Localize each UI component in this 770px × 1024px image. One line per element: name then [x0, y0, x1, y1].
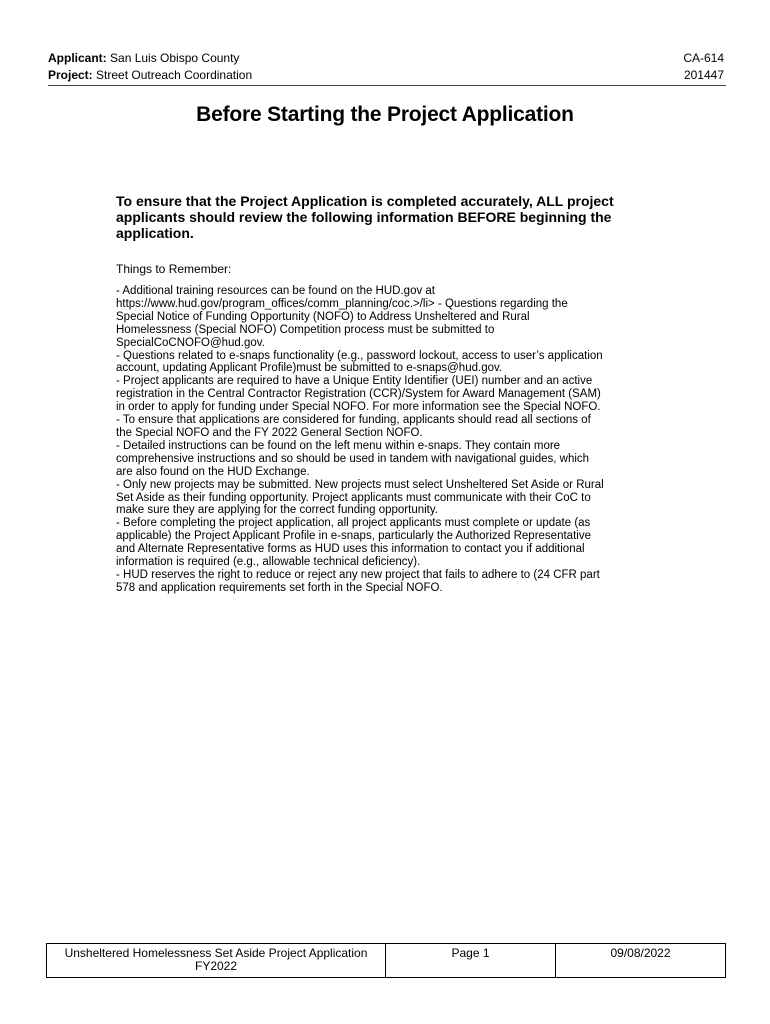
- instructions-text: - Additional training resources can be found on the HUD.gov at https://www.hud.gov/program_offices/comm_planning/coc.>/li> - Questions regarding the Special Notice of Funding Opportunity (NOFO) to Address Unsheltered and Rural Homelessness (Special NOFO) Competition process must be submitted to SpecialCoCNOFO@hud.gov. - Questions related to e-snaps functionality (e.g., password lockout, access to user’s application account, updating Applicant Profile)must be submitted to e-snaps@hud.gov. - Project applicants are required to have a Unique Entity Identifier (UEI) number and an active registration in the Central Contractor Registration (CCR)/System for Award Management (SAM) in order to apply for funding under Special NOFO. For more information see the Special NOFO. - To ensure that applications are considered for funding, applicants should read all sections of the Special NOFO and the FY 2022 General Section NOFO. - Detailed instructions can be found on the left menu within e-snaps. They contain more comprehensive instructions and so should be used in tandem with navigational guides, which are also found on the HUD Exchange. - Only new projects may be submitted. New projects must select Unsheltered Set Aside or Rural Set Aside as their funding opportunity. Project applicants must communicate with their CoC to make sure they are applying for the correct funding opportunity. - Before completing the project application, all project applicants must complete or update (as applicable) the Project Applicant Profile in e-snaps, particularly the Authorized Representative and Alternate Representative forms as HUD uses this information to contact you if additional information is required (e.g., allowable technical deficiency). - HUD reserves the right to reduce or reject any new project that fails to adhere to (24 CFR part 578 and application requirements set forth in the Special NOFO.: [116, 285, 604, 594]
- header-row-project: [48, 67, 724, 84]
- footer-date: 09/08/2022: [610, 946, 671, 960]
- project-value: Street Outreach Coordination: [96, 68, 253, 82]
- header-divider: [48, 85, 726, 86]
- things-to-remember-heading: Things to Remember:: [116, 262, 232, 276]
- document-footer: [46, 943, 726, 978]
- applicant-value: San Luis Obispo County: [110, 51, 240, 65]
- footer-application-line1: Unsheltered Homelessness Set Aside Project Application: [64, 946, 368, 960]
- footer-application-name: [47, 944, 386, 977]
- project-number: 201447: [683, 68, 724, 82]
- intro-paragraph: To ensure that the Project Application is completed accurately, ALL project applicants should review the following information BEFORE beginning the application.: [116, 193, 614, 241]
- applicant-label: Applicant:: [48, 51, 107, 65]
- form-code: CA-614: [683, 51, 724, 65]
- applicant-line: [48, 50, 239, 67]
- project-line: [48, 67, 252, 84]
- footer-application-line2: FY2022: [194, 959, 238, 973]
- footer-page-number: Page 1: [386, 944, 556, 977]
- document-header: [48, 50, 724, 84]
- project-label: Project:: [48, 68, 93, 82]
- header-row-applicant: [48, 50, 724, 67]
- page-title: Before Starting the Project Application: [196, 103, 574, 126]
